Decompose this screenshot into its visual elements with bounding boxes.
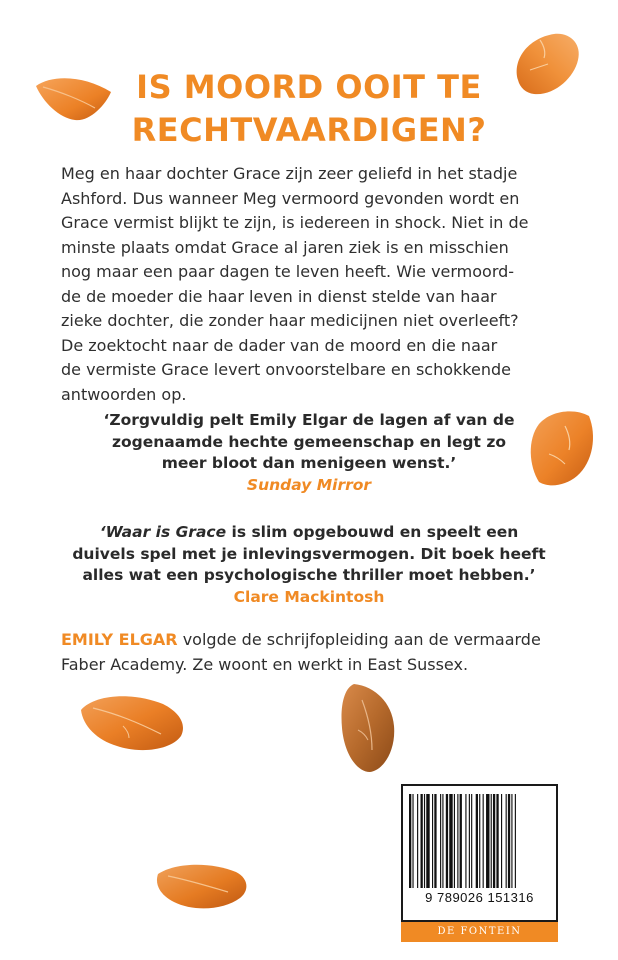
barcode-bar (446, 794, 448, 888)
synopsis-line: De zoektocht naar de dader van de moord en die naar (61, 335, 498, 355)
quote-line: ‘Zorgvuldig pelt Emily Elgar de lagen af van de (103, 411, 515, 429)
barcode-bar (511, 794, 512, 888)
barcode-bar (491, 794, 492, 888)
synopsis-line: zieke dochter, die zonder haar medicijnen niet overleeft? (61, 311, 519, 330)
isbn-barcode (401, 784, 558, 922)
quote-source: Sunday Mirror (246, 475, 372, 494)
review-quote-sunday-mirror (0, 410, 618, 496)
barcode-bar (454, 794, 455, 888)
quote-line: alles wat een psychologische thriller moet hebben.’ (82, 566, 536, 584)
barcode-bar (440, 794, 441, 888)
barcode-bar (417, 794, 418, 888)
barcode-bar (493, 794, 495, 888)
quote-line: zogenaamde hechte gemeenschap en legt zo (111, 432, 507, 451)
headline-line-1: IS MOORD OOIT TE (136, 68, 482, 106)
author-bio (61, 628, 581, 677)
petal-bottom-lower-left (152, 858, 250, 912)
barcode-bar (469, 794, 470, 888)
author-bio-line-1 (61, 628, 581, 653)
barcode-bar (432, 794, 433, 888)
barcode-bar (508, 794, 510, 888)
author-bio-text: volgde de schrijfopleiding aan de vermaarde (177, 630, 541, 649)
barcode-bar (496, 794, 498, 888)
isbn-digits: 9 789026 151316 (425, 890, 534, 905)
barcode-bar (501, 794, 502, 888)
headline (0, 66, 618, 152)
barcode-bar (476, 794, 478, 888)
author-name: EMILY ELGAR (61, 630, 178, 649)
barcode-bar (460, 794, 462, 888)
synopsis-line: de vermiste Grace levert onvoorstelbare en schokkende (61, 360, 511, 379)
quote-line: duivels spel met je inlevingsvermogen. Dit boek heeft (72, 544, 546, 563)
barcode-bar (412, 794, 413, 888)
barcode-bar (426, 794, 429, 888)
synopsis-line: antwoorden op. (61, 384, 187, 404)
headline-line-2: RECHTVAARDIGEN? (131, 111, 487, 149)
petal-bottom-left (77, 690, 189, 756)
synopsis-line: nog maar een paar dagen te leven heeft. Wie vermoord- (61, 262, 515, 281)
barcode-bar (424, 794, 425, 888)
quote-line-rest: is slim opgebouwd en speelt een (226, 523, 519, 541)
barcode-bar (409, 794, 411, 888)
author-bio-line-2: Faber Academy. Ze woont en werkt in East Sussex. (61, 654, 469, 674)
review-quote-clare-mackintosh (0, 522, 618, 608)
barcode-bar (421, 794, 423, 888)
synopsis-line: minste plaats omdat Grace al jaren ziek is en misschien (61, 237, 509, 257)
barcode-bar (465, 794, 466, 888)
synopsis-line: de de moeder die haar leven in dienst stelde van haar (61, 286, 497, 306)
quote-line: meer bloot dan menigeen wenst.’ (161, 454, 457, 472)
barcode-bars (409, 794, 550, 890)
book-title-italic: ‘Waar is Grace (99, 523, 227, 541)
barcode-bar (483, 794, 484, 888)
petal-bottom-center (340, 680, 396, 774)
barcode-bar (442, 794, 443, 888)
barcode-bar (449, 794, 452, 888)
quote-source: Clare Mackintosh (233, 587, 385, 606)
barcode-bar (506, 794, 507, 888)
synopsis-line: Grace vermist blijkt te zijn, is iedereen in shock. Niet in de (61, 213, 529, 232)
synopsis-paragraph (61, 162, 561, 407)
synopsis-line: Meg en haar dochter Grace zijn zeer geliefd in het stadje (61, 164, 518, 183)
quote-line (0, 522, 618, 544)
publisher-logo: DE FONTEIN (401, 922, 558, 942)
barcode-bar (434, 794, 436, 888)
barcode-bar (471, 794, 472, 888)
barcode-bar (479, 794, 480, 888)
barcode-bar (486, 794, 489, 888)
barcode-bar (515, 794, 516, 888)
synopsis-line: Ashford. Dus wanneer Meg vermoord gevonden wordt en (61, 188, 520, 208)
barcode-bar (457, 794, 458, 888)
